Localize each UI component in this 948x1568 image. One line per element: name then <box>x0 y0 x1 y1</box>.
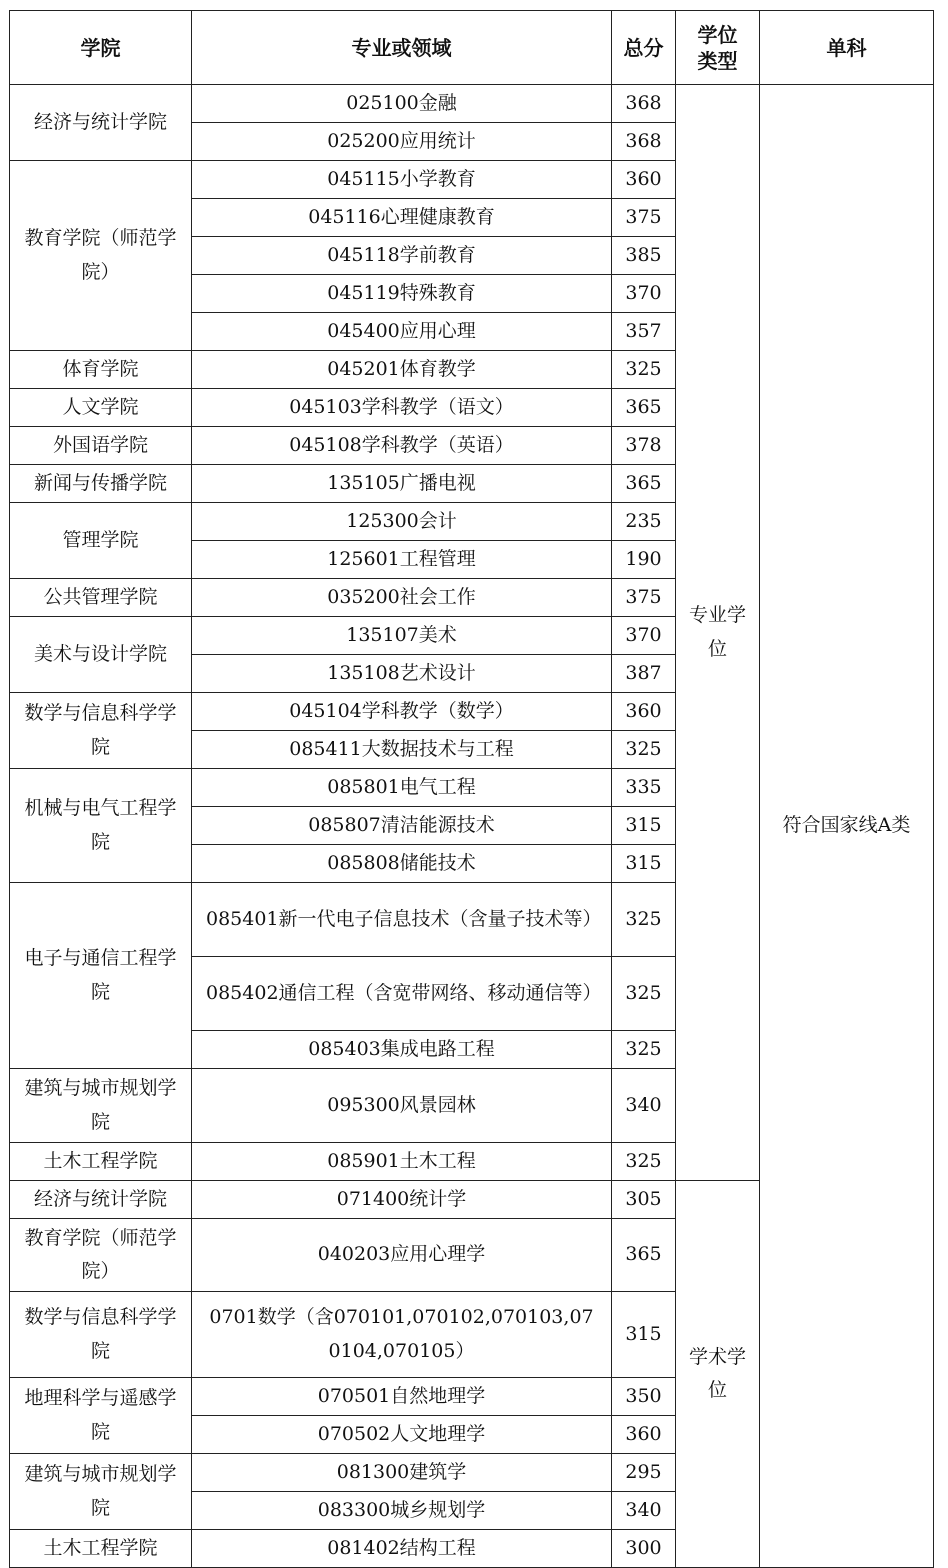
major-cell: 040203应用心理学 <box>192 1219 612 1292</box>
score-cell: 360 <box>612 161 676 199</box>
major-cell: 045115小学教育 <box>192 161 612 199</box>
major-cell: 083300城乡规划学 <box>192 1492 612 1530</box>
major-cell: 045116心理健康教育 <box>192 199 612 237</box>
major-cell: 085401新一代电子信息技术（含量子技术等） <box>192 883 612 957</box>
score-cell: 325 <box>612 351 676 389</box>
score-cell: 365 <box>612 1219 676 1292</box>
major-cell: 085801电气工程 <box>192 769 612 807</box>
score-cell: 365 <box>612 389 676 427</box>
degree-type-cell: 专业学位 <box>676 85 760 1181</box>
college-cell: 管理学院 <box>10 503 192 579</box>
score-cell: 387 <box>612 655 676 693</box>
score-cell: 325 <box>612 1031 676 1069</box>
degree-type-cell: 学术学位 <box>676 1181 760 1568</box>
college-cell: 教育学院（师范学院） <box>10 1219 192 1292</box>
major-cell: 135107美术 <box>192 617 612 655</box>
college-cell: 美术与设计学院 <box>10 617 192 693</box>
college-cell: 外国语学院 <box>10 427 192 465</box>
major-cell: 085402通信工程（含宽带网络、移动通信等） <box>192 957 612 1031</box>
score-cell: 315 <box>612 807 676 845</box>
college-cell: 土木工程学院 <box>10 1530 192 1568</box>
score-cell: 190 <box>612 541 676 579</box>
major-cell: 085403集成电路工程 <box>192 1031 612 1069</box>
college-cell: 数学与信息科学学院 <box>10 1292 192 1378</box>
major-cell: 085808储能技术 <box>192 845 612 883</box>
major-cell: 070502人文地理学 <box>192 1416 612 1454</box>
college-cell: 教育学院（师范学院） <box>10 161 192 351</box>
header-row <box>10 11 934 85</box>
college-cell: 地理科学与遥感学院 <box>10 1378 192 1454</box>
college-cell: 新闻与传播学院 <box>10 465 192 503</box>
score-cell: 325 <box>612 731 676 769</box>
major-cell: 045103学科教学（语文） <box>192 389 612 427</box>
major-cell: 071400统计学 <box>192 1181 612 1219</box>
college-cell: 土木工程学院 <box>10 1143 192 1181</box>
major-cell: 045400应用心理 <box>192 313 612 351</box>
college-cell: 体育学院 <box>10 351 192 389</box>
score-cell: 365 <box>612 465 676 503</box>
score-cell: 370 <box>612 617 676 655</box>
college-cell: 建筑与城市规划学院 <box>10 1454 192 1530</box>
major-cell: 085901土木工程 <box>192 1143 612 1181</box>
score-cell: 325 <box>612 957 676 1031</box>
score-cell: 300 <box>612 1530 676 1568</box>
major-cell: 025200应用统计 <box>192 123 612 161</box>
college-cell: 建筑与城市规划学院 <box>10 1069 192 1143</box>
college-cell: 电子与通信工程学院 <box>10 883 192 1069</box>
major-cell: 135108艺术设计 <box>192 655 612 693</box>
major-cell: 0701数学（含070101,070102,070103,070104,070105） <box>192 1292 612 1378</box>
major-cell: 045201体育教学 <box>192 351 612 389</box>
score-cell: 325 <box>612 1143 676 1181</box>
score-cell: 385 <box>612 237 676 275</box>
major-cell: 070501自然地理学 <box>192 1378 612 1416</box>
score-cell: 335 <box>612 769 676 807</box>
major-cell: 125601工程管理 <box>192 541 612 579</box>
table-row <box>10 85 934 123</box>
score-cell: 235 <box>612 503 676 541</box>
college-cell: 经济与统计学院 <box>10 85 192 161</box>
score-cell: 370 <box>612 275 676 313</box>
score-cell: 305 <box>612 1181 676 1219</box>
table-body <box>10 85 934 1568</box>
header-single-subject: 单科 <box>760 11 934 85</box>
score-cell: 350 <box>612 1378 676 1416</box>
single-subject-cell: 符合国家线A类 <box>760 85 934 1568</box>
major-cell: 085411大数据技术与工程 <box>192 731 612 769</box>
header-score: 总分 <box>612 11 676 85</box>
score-cell: 375 <box>612 579 676 617</box>
major-cell: 135105广播电视 <box>192 465 612 503</box>
score-cell: 340 <box>612 1069 676 1143</box>
score-cell: 295 <box>612 1454 676 1492</box>
major-cell: 045108学科教学（英语） <box>192 427 612 465</box>
header-college: 学院 <box>10 11 192 85</box>
college-cell: 经济与统计学院 <box>10 1181 192 1219</box>
college-cell: 公共管理学院 <box>10 579 192 617</box>
score-cell: 357 <box>612 313 676 351</box>
major-cell: 081300建筑学 <box>192 1454 612 1492</box>
college-cell: 机械与电气工程学院 <box>10 769 192 883</box>
major-cell: 035200社会工作 <box>192 579 612 617</box>
major-cell: 081402结构工程 <box>192 1530 612 1568</box>
score-cell: 360 <box>612 1416 676 1454</box>
score-cell: 340 <box>612 1492 676 1530</box>
score-cell: 375 <box>612 199 676 237</box>
score-cell: 315 <box>612 845 676 883</box>
major-cell: 095300风景园林 <box>192 1069 612 1143</box>
score-cell: 368 <box>612 85 676 123</box>
college-cell: 数学与信息科学学院 <box>10 693 192 769</box>
score-cell: 368 <box>612 123 676 161</box>
score-table-container <box>9 10 934 1568</box>
score-cell: 378 <box>612 427 676 465</box>
major-cell: 045119特殊教育 <box>192 275 612 313</box>
major-cell: 125300会计 <box>192 503 612 541</box>
major-cell: 045118学前教育 <box>192 237 612 275</box>
college-cell: 人文学院 <box>10 389 192 427</box>
major-cell: 025100金融 <box>192 85 612 123</box>
score-cell: 325 <box>612 883 676 957</box>
major-cell: 085807清洁能源技术 <box>192 807 612 845</box>
score-table <box>9 10 934 1568</box>
header-major: 专业或领域 <box>192 11 612 85</box>
score-cell: 315 <box>612 1292 676 1378</box>
header-degree-type: 学位类型 <box>676 11 760 85</box>
major-cell: 045104学科教学（数学） <box>192 693 612 731</box>
score-cell: 360 <box>612 693 676 731</box>
